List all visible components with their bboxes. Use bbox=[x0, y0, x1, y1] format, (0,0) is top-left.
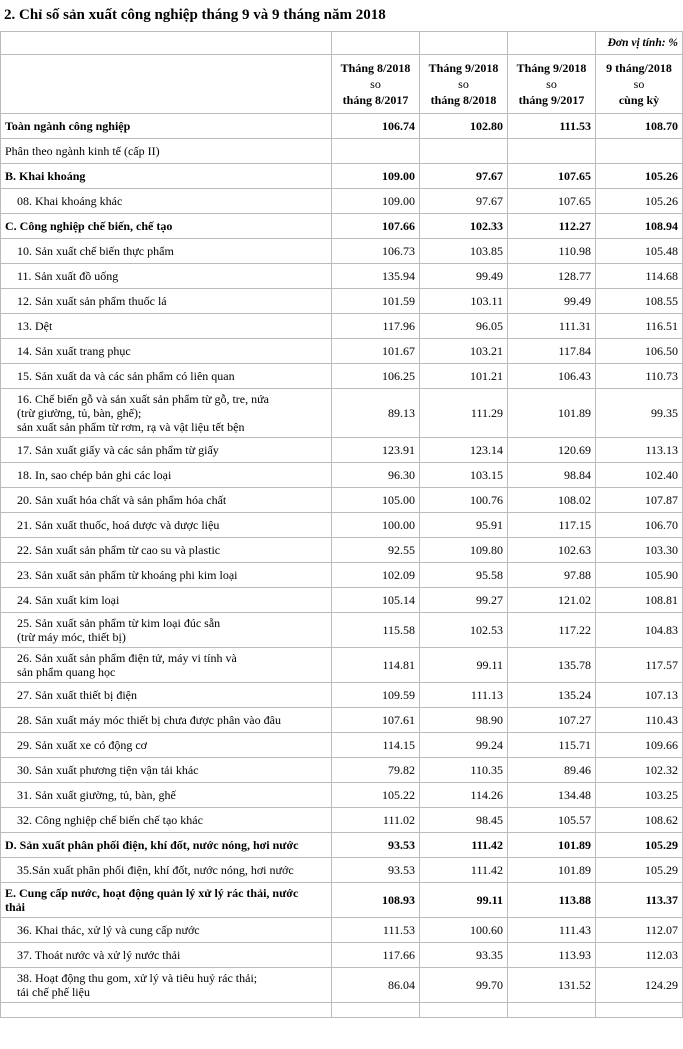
row-label: 13. Dệt bbox=[1, 314, 332, 339]
value-cell: 111.42 bbox=[420, 833, 508, 858]
value-cell: 97.67 bbox=[420, 164, 508, 189]
row-label: 10. Sản xuất chế biến thực phẩm bbox=[1, 239, 332, 264]
row-label: 28. Sản xuất máy móc thiết bị chưa được phân vào đâu bbox=[1, 708, 332, 733]
table-row bbox=[1, 239, 683, 264]
value-cell: 113.13 bbox=[596, 438, 683, 463]
value-cell: 112.27 bbox=[508, 214, 596, 239]
row-label: 37. Thoát nước và xử lý nước thải bbox=[1, 943, 332, 968]
value-cell: 89.13 bbox=[332, 389, 420, 438]
value-cell: 107.13 bbox=[596, 683, 683, 708]
value-cell: 114.68 bbox=[596, 264, 683, 289]
table-row bbox=[1, 114, 683, 139]
value-cell: 106.73 bbox=[332, 239, 420, 264]
row-label: 36. Khai thác, xử lý và cung cấp nước bbox=[1, 918, 332, 943]
row-label: 16. Chế biến gỗ và sản xuất sản phẩm từ gỗ, tre, nứa (trừ giường, tủ, bàn, ghế); sản xuất sản phẩm từ rơm, rạ và vật liệu tết bện bbox=[1, 389, 332, 438]
value-cell: 97.88 bbox=[508, 563, 596, 588]
value-cell: 106.43 bbox=[508, 364, 596, 389]
value-cell: 101.89 bbox=[508, 858, 596, 883]
value-cell: 101.89 bbox=[508, 389, 596, 438]
row-label: C. Công nghiệp chế biến, chế tạo bbox=[1, 214, 332, 239]
value-cell: 120.69 bbox=[508, 438, 596, 463]
value-cell: 102.80 bbox=[420, 114, 508, 139]
value-cell: 112.07 bbox=[596, 918, 683, 943]
value-cell: 105.90 bbox=[596, 563, 683, 588]
value-cell: 117.96 bbox=[332, 314, 420, 339]
table-row bbox=[1, 289, 683, 314]
table-row bbox=[1, 389, 683, 438]
value-cell: 79.82 bbox=[332, 758, 420, 783]
value-cell: 99.49 bbox=[508, 289, 596, 314]
value-cell: 109.00 bbox=[332, 164, 420, 189]
value-cell: 110.98 bbox=[508, 239, 596, 264]
value-cell: 117.22 bbox=[508, 613, 596, 648]
value-cell: 98.84 bbox=[508, 463, 596, 488]
table-row bbox=[1, 588, 683, 613]
value-cell: 95.58 bbox=[420, 563, 508, 588]
row-label: Phân theo ngành kinh tế (cấp II) bbox=[1, 139, 332, 164]
value-cell bbox=[420, 139, 508, 164]
value-cell: 110.43 bbox=[596, 708, 683, 733]
value-cell: 115.58 bbox=[332, 613, 420, 648]
value-cell: 113.93 bbox=[508, 943, 596, 968]
value-cell: 114.15 bbox=[332, 733, 420, 758]
value-cell: 123.14 bbox=[420, 438, 508, 463]
table-row bbox=[1, 513, 683, 538]
value-cell: 93.35 bbox=[420, 943, 508, 968]
table-row bbox=[1, 708, 683, 733]
row-label: 32. Công nghiệp chế biến chế tạo khác bbox=[1, 808, 332, 833]
value-cell: 111.29 bbox=[420, 389, 508, 438]
table-row bbox=[1, 783, 683, 808]
value-cell bbox=[332, 139, 420, 164]
table-row bbox=[1, 339, 683, 364]
column-header: Tháng 9/2018 so tháng 9/2017 bbox=[508, 55, 596, 114]
value-cell: 105.26 bbox=[596, 189, 683, 214]
value-cell: 114.26 bbox=[420, 783, 508, 808]
row-label: 20. Sản xuất hóa chất và sản phẩm hóa chất bbox=[1, 488, 332, 513]
row-label: 22. Sản xuất sản phẩm từ cao su và plastic bbox=[1, 538, 332, 563]
table-row bbox=[1, 438, 683, 463]
value-cell: 111.43 bbox=[508, 918, 596, 943]
value-cell: 103.11 bbox=[420, 289, 508, 314]
value-cell: 97.67 bbox=[420, 189, 508, 214]
table-row bbox=[1, 214, 683, 239]
value-cell: 99.11 bbox=[420, 648, 508, 683]
value-cell: 102.33 bbox=[420, 214, 508, 239]
value-cell: 103.85 bbox=[420, 239, 508, 264]
value-cell: 101.59 bbox=[332, 289, 420, 314]
value-cell: 106.74 bbox=[332, 114, 420, 139]
row-label: 23. Sản xuất sản phẩm từ khoáng phi kim loại bbox=[1, 563, 332, 588]
value-cell: 105.57 bbox=[508, 808, 596, 833]
value-cell: 98.90 bbox=[420, 708, 508, 733]
value-cell: 106.50 bbox=[596, 339, 683, 364]
value-cell: 109.80 bbox=[420, 538, 508, 563]
table-row bbox=[1, 164, 683, 189]
value-cell: 110.73 bbox=[596, 364, 683, 389]
value-cell: 99.70 bbox=[420, 968, 508, 1003]
value-cell: 111.53 bbox=[332, 918, 420, 943]
value-cell: 124.29 bbox=[596, 968, 683, 1003]
row-label: 12. Sản xuất sản phẩm thuốc lá bbox=[1, 289, 332, 314]
value-cell: 109.66 bbox=[596, 733, 683, 758]
page-title: 2. Chỉ số sản xuất công nghiệp tháng 9 và 9 tháng năm 2018 bbox=[4, 7, 386, 23]
value-cell: 100.00 bbox=[332, 513, 420, 538]
value-cell: 99.35 bbox=[596, 389, 683, 438]
value-cell: 86.04 bbox=[332, 968, 420, 1003]
value-cell: 100.60 bbox=[420, 918, 508, 943]
unit-row bbox=[1, 32, 683, 55]
value-cell: 103.15 bbox=[420, 463, 508, 488]
value-cell: 113.37 bbox=[596, 883, 683, 918]
value-cell bbox=[596, 139, 683, 164]
value-cell: 111.31 bbox=[508, 314, 596, 339]
value-cell: 102.53 bbox=[420, 613, 508, 648]
table-row bbox=[1, 733, 683, 758]
value-cell: 107.27 bbox=[508, 708, 596, 733]
value-cell: 92.55 bbox=[332, 538, 420, 563]
value-cell: 95.91 bbox=[420, 513, 508, 538]
value-cell: 102.63 bbox=[508, 538, 596, 563]
value-cell: 109.59 bbox=[332, 683, 420, 708]
row-label: 17. Sản xuất giấy và các sản phẩm từ giấy bbox=[1, 438, 332, 463]
value-cell: 98.45 bbox=[420, 808, 508, 833]
value-cell: 117.66 bbox=[332, 943, 420, 968]
value-cell: 101.89 bbox=[508, 833, 596, 858]
table-row bbox=[1, 683, 683, 708]
value-cell: 99.24 bbox=[420, 733, 508, 758]
value-cell: 111.02 bbox=[332, 808, 420, 833]
table-row bbox=[1, 538, 683, 563]
value-cell: 93.53 bbox=[332, 858, 420, 883]
value-cell: 107.65 bbox=[508, 189, 596, 214]
value-cell: 103.30 bbox=[596, 538, 683, 563]
table-row bbox=[1, 833, 683, 858]
table-row bbox=[1, 463, 683, 488]
value-cell: 105.29 bbox=[596, 833, 683, 858]
row-label: D. Sản xuất phân phối điện, khí đốt, nước nóng, hơi nước bbox=[1, 833, 332, 858]
table-row bbox=[1, 314, 683, 339]
table-row bbox=[1, 918, 683, 943]
value-cell: 93.53 bbox=[332, 833, 420, 858]
value-cell: 131.52 bbox=[508, 968, 596, 1003]
row-label: 35.Sản xuất phân phối điện, khí đốt, nước nóng, hơi nước bbox=[1, 858, 332, 883]
value-cell: 105.00 bbox=[332, 488, 420, 513]
value-cell: 101.67 bbox=[332, 339, 420, 364]
value-cell: 105.29 bbox=[596, 858, 683, 883]
value-cell: 135.78 bbox=[508, 648, 596, 683]
column-header: Tháng 8/2018 so tháng 8/2017 bbox=[332, 55, 420, 114]
value-cell: 102.40 bbox=[596, 463, 683, 488]
value-cell: 102.32 bbox=[596, 758, 683, 783]
value-cell: 135.94 bbox=[332, 264, 420, 289]
value-cell: 128.77 bbox=[508, 264, 596, 289]
row-label: 30. Sản xuất phương tiện vận tải khác bbox=[1, 758, 332, 783]
value-cell: 108.94 bbox=[596, 214, 683, 239]
table-footer-row bbox=[1, 1003, 683, 1018]
header-row bbox=[1, 55, 683, 114]
value-cell: 102.09 bbox=[332, 563, 420, 588]
value-cell: 107.65 bbox=[508, 164, 596, 189]
value-cell: 99.11 bbox=[420, 883, 508, 918]
value-cell: 105.14 bbox=[332, 588, 420, 613]
value-cell: 123.91 bbox=[332, 438, 420, 463]
value-cell: 114.81 bbox=[332, 648, 420, 683]
row-label: 38. Hoạt động thu gom, xử lý và tiêu huỷ rác thải; tái chế phế liệu bbox=[1, 968, 332, 1003]
value-cell: 115.71 bbox=[508, 733, 596, 758]
table-row bbox=[1, 189, 683, 214]
value-cell: 100.76 bbox=[420, 488, 508, 513]
row-label: Toàn ngành công nghiệp bbox=[1, 114, 332, 139]
column-header: Tháng 9/2018 so tháng 8/2018 bbox=[420, 55, 508, 114]
table-row bbox=[1, 808, 683, 833]
value-cell: 111.53 bbox=[508, 114, 596, 139]
value-cell: 107.66 bbox=[332, 214, 420, 239]
industrial-production-index-table bbox=[0, 31, 683, 1018]
value-cell: 105.26 bbox=[596, 164, 683, 189]
table-row bbox=[1, 264, 683, 289]
table-row bbox=[1, 364, 683, 389]
value-cell: 121.02 bbox=[508, 588, 596, 613]
row-label: 18. In, sao chép bản ghi các loại bbox=[1, 463, 332, 488]
value-cell: 108.55 bbox=[596, 289, 683, 314]
value-cell: 107.87 bbox=[596, 488, 683, 513]
table-row bbox=[1, 139, 683, 164]
value-cell: 103.25 bbox=[596, 783, 683, 808]
row-label: 25. Sản xuất sản phẩm từ kim loại đúc sẵn (trừ máy móc, thiết bị) bbox=[1, 613, 332, 648]
value-cell: 104.83 bbox=[596, 613, 683, 648]
value-cell: 108.93 bbox=[332, 883, 420, 918]
value-cell: 89.46 bbox=[508, 758, 596, 783]
row-label: 26. Sản xuất sản phẩm điện tử, máy vi tính và sản phẩm quang học bbox=[1, 648, 332, 683]
value-cell: 108.81 bbox=[596, 588, 683, 613]
row-label: 11. Sản xuất đồ uống bbox=[1, 264, 332, 289]
table-row bbox=[1, 563, 683, 588]
table-row bbox=[1, 488, 683, 513]
unit-label: Đơn vị tính: % bbox=[596, 32, 683, 55]
table-row bbox=[1, 883, 683, 918]
value-cell: 99.49 bbox=[420, 264, 508, 289]
value-cell: 116.51 bbox=[596, 314, 683, 339]
value-cell: 96.05 bbox=[420, 314, 508, 339]
value-cell: 108.70 bbox=[596, 114, 683, 139]
row-label: 31. Sản xuất giường, tủ, bàn, ghế bbox=[1, 783, 332, 808]
row-label: 14. Sản xuất trang phục bbox=[1, 339, 332, 364]
row-label: 21. Sản xuất thuốc, hoá dược và dược liệu bbox=[1, 513, 332, 538]
row-label: E. Cung cấp nước, hoạt động quản lý xử lý rác thải, nước thải bbox=[1, 883, 332, 918]
table-row bbox=[1, 758, 683, 783]
value-cell: 103.21 bbox=[420, 339, 508, 364]
value-cell: 99.27 bbox=[420, 588, 508, 613]
value-cell: 101.21 bbox=[420, 364, 508, 389]
value-cell: 107.61 bbox=[332, 708, 420, 733]
row-label: 27. Sản xuất thiết bị điện bbox=[1, 683, 332, 708]
value-cell: 113.88 bbox=[508, 883, 596, 918]
value-cell: 105.48 bbox=[596, 239, 683, 264]
value-cell: 109.00 bbox=[332, 189, 420, 214]
row-label: 15. Sản xuất da và các sản phẩm có liên quan bbox=[1, 364, 332, 389]
table-row bbox=[1, 858, 683, 883]
value-cell: 117.57 bbox=[596, 648, 683, 683]
value-cell: 110.35 bbox=[420, 758, 508, 783]
row-label: 24. Sản xuất kim loại bbox=[1, 588, 332, 613]
row-label: 29. Sản xuất xe có động cơ bbox=[1, 733, 332, 758]
table-row bbox=[1, 613, 683, 648]
value-cell: 135.24 bbox=[508, 683, 596, 708]
value-cell: 108.02 bbox=[508, 488, 596, 513]
value-cell: 108.62 bbox=[596, 808, 683, 833]
value-cell bbox=[508, 139, 596, 164]
value-cell: 134.48 bbox=[508, 783, 596, 808]
value-cell: 111.13 bbox=[420, 683, 508, 708]
table-row bbox=[1, 968, 683, 1003]
table-row bbox=[1, 943, 683, 968]
table-row bbox=[1, 648, 683, 683]
value-cell: 112.03 bbox=[596, 943, 683, 968]
value-cell: 106.25 bbox=[332, 364, 420, 389]
value-cell: 106.70 bbox=[596, 513, 683, 538]
row-label: B. Khai khoáng bbox=[1, 164, 332, 189]
value-cell: 117.15 bbox=[508, 513, 596, 538]
value-cell: 111.42 bbox=[420, 858, 508, 883]
value-cell: 105.22 bbox=[332, 783, 420, 808]
column-header: 9 tháng/2018 so cùng kỳ bbox=[596, 55, 683, 114]
value-cell: 117.84 bbox=[508, 339, 596, 364]
row-label: 08. Khai khoáng khác bbox=[1, 189, 332, 214]
value-cell: 96.30 bbox=[332, 463, 420, 488]
